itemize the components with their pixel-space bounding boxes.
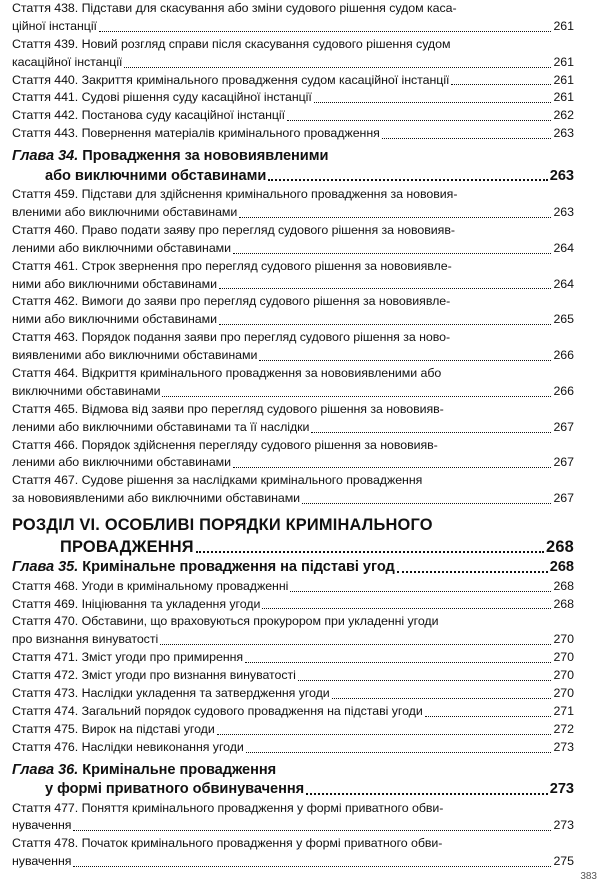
- toc-title-text: Стаття 468. Угоди в кримінальному провадженні: [12, 578, 289, 593]
- toc-page-number: 266: [553, 383, 574, 398]
- toc-line: [12, 222, 574, 240]
- dot-leader: [302, 503, 551, 504]
- toc-entry-article: [12, 800, 574, 836]
- toc-line-text: [12, 125, 380, 143]
- toc-title-text: виключними обставинами: [12, 383, 161, 398]
- chapter-label: Глава 34.: [12, 148, 79, 165]
- toc-line: [12, 817, 574, 835]
- toc-title-text: Стаття 473. Наслідки укладення та затвердження угоди: [12, 685, 330, 700]
- dot-leader: [160, 644, 551, 645]
- toc-title-text: Стаття 465. Відмова від заяви про перегляд судового рішення за нововияв-: [12, 401, 444, 416]
- toc-entry-article: [12, 613, 574, 649]
- toc-title-text: Стаття 472. Зміст угоди про визнання винуватості: [12, 668, 296, 683]
- toc-line-text: [12, 293, 450, 311]
- toc-line: [12, 703, 574, 721]
- dot-leader: [268, 179, 548, 181]
- toc-line: [12, 761, 574, 781]
- toc-page-number: 267: [553, 491, 574, 506]
- toc-page-number: 261: [553, 18, 574, 33]
- toc-line: [12, 18, 574, 36]
- toc-page-number: 271: [553, 703, 574, 718]
- toc-title-text: Стаття 476. Наслідки невиконання угоди: [12, 739, 244, 754]
- toc-line: [12, 631, 574, 649]
- dot-leader: [219, 324, 551, 325]
- toc-line-text: [12, 365, 441, 383]
- toc-line: [12, 186, 574, 204]
- toc-line-text: [12, 240, 231, 258]
- toc-title-text: Стаття 469. Ініціювання та укладення угоди: [12, 596, 261, 611]
- toc-line: [12, 558, 574, 578]
- toc-page-number: 261: [553, 54, 574, 69]
- toc-line: [12, 596, 574, 614]
- toc-title-text: Стаття 466. Порядок здійснення перегляду судового рішення за нововияв-: [12, 437, 438, 452]
- toc-page-number: 273: [553, 739, 574, 754]
- toc-line: [12, 835, 574, 853]
- toc-page-number: 268: [549, 559, 574, 576]
- toc-title-text: Стаття 475. Вирок на підставі угоди: [12, 721, 215, 736]
- toc-line-text: [12, 596, 260, 614]
- toc-line: [12, 780, 574, 800]
- toc-line: [12, 365, 574, 383]
- toc-entry-article: [12, 125, 574, 143]
- toc-line-text: [12, 383, 160, 401]
- dot-leader: [287, 120, 551, 121]
- toc-line: [12, 578, 574, 596]
- toc-line: [12, 258, 574, 276]
- toc-line-text: [12, 54, 122, 72]
- toc-line-text: [12, 0, 457, 18]
- toc-entry-article: [12, 36, 574, 72]
- toc-line-text: [12, 276, 217, 294]
- toc-title-text: Стаття 471. Зміст угоди про примирення: [12, 650, 244, 665]
- toc-page-number: 263: [553, 205, 574, 219]
- toc-line: [12, 383, 574, 401]
- toc-line-text: [12, 685, 330, 703]
- toc-entry-section: [12, 514, 574, 558]
- toc-entry-chapter: [12, 558, 574, 578]
- toc-entry-article: [12, 293, 574, 329]
- toc-page-number: 268: [546, 538, 574, 557]
- toc-page-number: 270: [553, 685, 574, 700]
- toc-title-text: у формі приватного обвинувачення: [45, 781, 305, 798]
- toc-page-number: 272: [553, 721, 574, 736]
- toc-line: [12, 454, 574, 472]
- toc-line-text: [45, 167, 266, 187]
- toc-page-number: 270: [553, 668, 574, 683]
- toc-title-text: Стаття 460. Право подати заяву про перегляд судового рішення за нововияв-: [12, 222, 455, 237]
- toc-line-text: [12, 347, 257, 365]
- toc-page-number: 268: [553, 578, 574, 593]
- toc-title-text: або виключними обставинами: [45, 167, 267, 184]
- toc-page-number: 270: [553, 650, 574, 665]
- toc-line: [12, 667, 574, 685]
- dot-leader: [246, 752, 552, 753]
- toc-line-text: [12, 419, 309, 437]
- toc-line: [12, 167, 574, 187]
- toc-line-text: [12, 222, 455, 240]
- toc-title-text: Стаття 462. Вимоги до заяви про перегляд судового рішення за нововиявле-: [12, 294, 451, 309]
- dot-leader: [332, 698, 552, 699]
- toc-title-text: касаційної інстанції: [12, 54, 123, 69]
- toc-title-text: РОЗДІЛ VI. ОСОБЛИВІ ПОРЯДКИ КРИМІНАЛЬНОГО: [12, 516, 433, 535]
- table-of-contents: [12, 0, 574, 871]
- toc-line-text: [12, 558, 395, 578]
- dot-leader: [425, 716, 552, 717]
- toc-line-text: [45, 780, 304, 800]
- toc-line: [12, 54, 574, 72]
- toc-title-text: нувачення: [12, 854, 72, 869]
- toc-title-text: вленими або виключними обставинами: [12, 205, 238, 219]
- toc-title-text: ційної інстанції: [12, 18, 97, 33]
- toc-line: [12, 685, 574, 703]
- toc-page-number: 261: [553, 90, 574, 105]
- toc-line-text: [12, 311, 217, 329]
- toc-line: [12, 311, 574, 329]
- toc-page-number: 261: [553, 72, 574, 87]
- toc-line: [12, 853, 574, 871]
- toc-title-text: Стаття 477. Поняття кримінального провадження у формі приватного обви-: [12, 800, 444, 815]
- toc-line-text: [12, 401, 444, 419]
- toc-line: [12, 419, 574, 437]
- toc-line: [12, 536, 574, 558]
- toc-title-text: Стаття 470. Обставини, що враховуються прокурором при укладенні угоди: [12, 614, 439, 629]
- toc-line: [12, 0, 574, 18]
- toc-entry-article: [12, 667, 574, 685]
- toc-title-text: ПРОВАДЖЕННЯ: [60, 538, 194, 557]
- toc-entry-article: [12, 739, 574, 757]
- dot-leader: [73, 830, 551, 831]
- toc-line: [12, 721, 574, 739]
- chapter-label: Глава 36.: [12, 761, 79, 778]
- toc-line-text: [12, 186, 457, 204]
- toc-line-text: [12, 36, 450, 54]
- toc-line: [12, 240, 574, 258]
- toc-title-text: Стаття 443. Повернення матеріалів кримінального провадження: [12, 126, 380, 141]
- toc-line-text: [12, 631, 158, 649]
- toc-page-number: 266: [553, 348, 574, 363]
- toc-line-text: [12, 472, 422, 490]
- toc-title-text: ними або виключними обставинами: [12, 312, 217, 327]
- toc-line-text: [12, 107, 285, 125]
- toc-line: [12, 347, 574, 365]
- toc-line-text: [12, 649, 243, 667]
- dot-leader: [233, 467, 551, 468]
- dot-leader: [397, 571, 548, 573]
- dot-leader: [306, 793, 548, 795]
- toc-line: [12, 649, 574, 667]
- toc-title-text: Стаття 440. Закриття кримінального провадження судом касаційної інстанції: [12, 72, 450, 87]
- dot-leader: [73, 866, 551, 867]
- toc-page-number: 262: [553, 108, 574, 123]
- toc-page-number: 275: [553, 854, 574, 869]
- toc-title-text: Стаття 442. Постанова суду касаційної інстанції: [12, 108, 286, 123]
- toc-page-number: 270: [553, 632, 574, 647]
- toc-line-text: [12, 514, 433, 536]
- toc-title-text: Стаття 439. Новий розгляд справи після скасування судового рішення судом: [12, 36, 451, 51]
- toc-entry-chapter: [12, 147, 574, 186]
- toc-page-number: 264: [553, 240, 574, 255]
- toc-line: [12, 36, 574, 54]
- toc-entry-article: [12, 401, 574, 437]
- toc-line: [12, 89, 574, 107]
- toc-page-number: 265: [553, 312, 574, 327]
- dot-leader: [290, 591, 551, 592]
- toc-title-text: нувачення: [12, 818, 72, 833]
- toc-title-text: леними або виключними обставинами: [12, 455, 232, 470]
- toc-entry-article: [12, 107, 574, 125]
- toc-line-text: [12, 853, 71, 871]
- toc-entry-article: [12, 186, 574, 222]
- toc-page-number: 273: [549, 781, 574, 798]
- toc-page-number: 268: [553, 596, 574, 611]
- toc-line-text: [12, 739, 244, 757]
- toc-line: [12, 72, 574, 90]
- toc-line: [12, 437, 574, 455]
- toc-line-text: [12, 72, 449, 90]
- toc-line-text: [60, 536, 194, 558]
- toc-line-text: [12, 613, 438, 631]
- dot-leader: [196, 551, 544, 553]
- toc-line-text: [12, 437, 438, 455]
- dot-leader: [262, 608, 551, 609]
- toc-entry-article: [12, 365, 574, 401]
- toc-line-text: [12, 18, 97, 36]
- toc-page-number: 273: [553, 818, 574, 833]
- toc-entry-article: [12, 596, 574, 614]
- toc-entry-article: [12, 72, 574, 90]
- toc-line: [12, 613, 574, 631]
- toc-line: [12, 276, 574, 294]
- toc-entry-article: [12, 437, 574, 473]
- toc-title-text: виявленими або виключними обставинами: [12, 348, 258, 363]
- dot-leader: [245, 662, 551, 663]
- toc-entry-article: [12, 649, 574, 667]
- toc-line: [12, 329, 574, 347]
- toc-page-number: 263: [549, 167, 574, 184]
- toc-title-text: Стаття 461. Строк звернення про перегляд судового рішення за нововиявле-: [12, 258, 452, 273]
- chapter-label: Глава 35.: [12, 559, 79, 576]
- toc-page-number: 267: [553, 455, 574, 470]
- toc-entry-article: [12, 0, 574, 36]
- toc-line-text: [12, 490, 300, 508]
- dot-leader: [311, 432, 551, 433]
- toc-line-text: [12, 721, 215, 739]
- toc-entry-article: [12, 578, 574, 596]
- dot-leader: [314, 102, 552, 103]
- dot-leader: [239, 217, 551, 218]
- toc-line-text: [12, 835, 442, 853]
- toc-title-text: Стаття 441. Судові рішення суду касаційної інстанції: [12, 90, 312, 105]
- toc-line-text: [12, 703, 423, 721]
- dot-leader: [259, 360, 551, 361]
- toc-line-text: [12, 89, 312, 107]
- toc-title-text: Провадження за нововиявленими: [82, 148, 329, 165]
- toc-entry-article: [12, 703, 574, 721]
- toc-entry-article: [12, 721, 574, 739]
- toc-entry-article: [12, 685, 574, 703]
- toc-page-number: 264: [553, 276, 574, 291]
- toc-entry-article: [12, 472, 574, 508]
- toc-line-text: [12, 258, 452, 276]
- toc-line: [12, 739, 574, 757]
- toc-line-text: [12, 329, 450, 347]
- toc-line: [12, 514, 574, 536]
- toc-title-text: Стаття 459. Підстави для здійснення кримінального провадження за нововия-: [12, 187, 458, 202]
- toc-line: [12, 204, 574, 222]
- dot-leader: [298, 680, 552, 681]
- toc-title-text: за нововиявленими або виключними обставинами: [12, 491, 301, 506]
- toc-entry-article: [12, 835, 574, 871]
- toc-line: [12, 401, 574, 419]
- page-number: 383: [580, 871, 597, 882]
- toc-line: [12, 800, 574, 818]
- toc-title-text: Стаття 438. Підстави для скасування або зміни судового рішення судом каса-: [12, 0, 457, 15]
- dot-leader: [162, 396, 551, 397]
- toc-line: [12, 293, 574, 311]
- toc-title-text: леними або виключними обставинами та її наслідки: [12, 419, 310, 434]
- dot-leader: [99, 31, 552, 32]
- toc-title-text: Стаття 478. Початок кримінального провадження у формі приватного обви-: [12, 836, 443, 851]
- toc-line: [12, 125, 574, 143]
- toc-line-text: [12, 817, 71, 835]
- toc-entry-chapter: [12, 761, 574, 800]
- toc-page-number: 263: [553, 126, 574, 141]
- dot-leader: [451, 84, 551, 85]
- dot-leader: [382, 138, 552, 139]
- toc-line: [12, 490, 574, 508]
- toc-title-text: Стаття 474. Загальний порядок судового провадження на підставі угоди: [12, 703, 423, 718]
- toc-line-text: [12, 667, 296, 685]
- toc-title-text: леними або виключними обставинами: [12, 240, 232, 255]
- toc-line-text: [12, 147, 328, 167]
- toc-entry-article: [12, 258, 574, 294]
- toc-title-text: Стаття 467. Судове рішення за наслідками кримінального провадження: [12, 473, 423, 488]
- toc-title-text: про визнання винуватості: [12, 632, 159, 647]
- toc-line-text: [12, 454, 231, 472]
- dot-leader: [233, 253, 551, 254]
- dot-leader: [217, 734, 552, 735]
- toc-line-text: [12, 761, 276, 781]
- toc-line-text: [12, 800, 443, 818]
- toc-entry-article: [12, 329, 574, 365]
- toc-title-text: ними або виключними обставинами: [12, 276, 217, 291]
- toc-line: [12, 147, 574, 167]
- toc-line: [12, 107, 574, 125]
- toc-entry-article: [12, 89, 574, 107]
- toc-entry-article: [12, 222, 574, 258]
- toc-line-text: [12, 578, 288, 596]
- dot-leader: [124, 67, 551, 68]
- toc-title-text: Стаття 464. Відкриття кримінального провадження за нововиявленими або: [12, 366, 442, 381]
- toc-line: [12, 472, 574, 490]
- toc-page-number: 267: [553, 419, 574, 434]
- toc-line-text: [12, 204, 237, 222]
- toc-title-text: Кримінальне провадження: [82, 761, 277, 778]
- toc-title-text: Стаття 463. Порядок подання заяви про перегляд судового рішення за ново-: [12, 330, 451, 345]
- toc-title-text: Кримінальне провадження на підставі угод: [82, 559, 395, 576]
- dot-leader: [219, 288, 551, 289]
